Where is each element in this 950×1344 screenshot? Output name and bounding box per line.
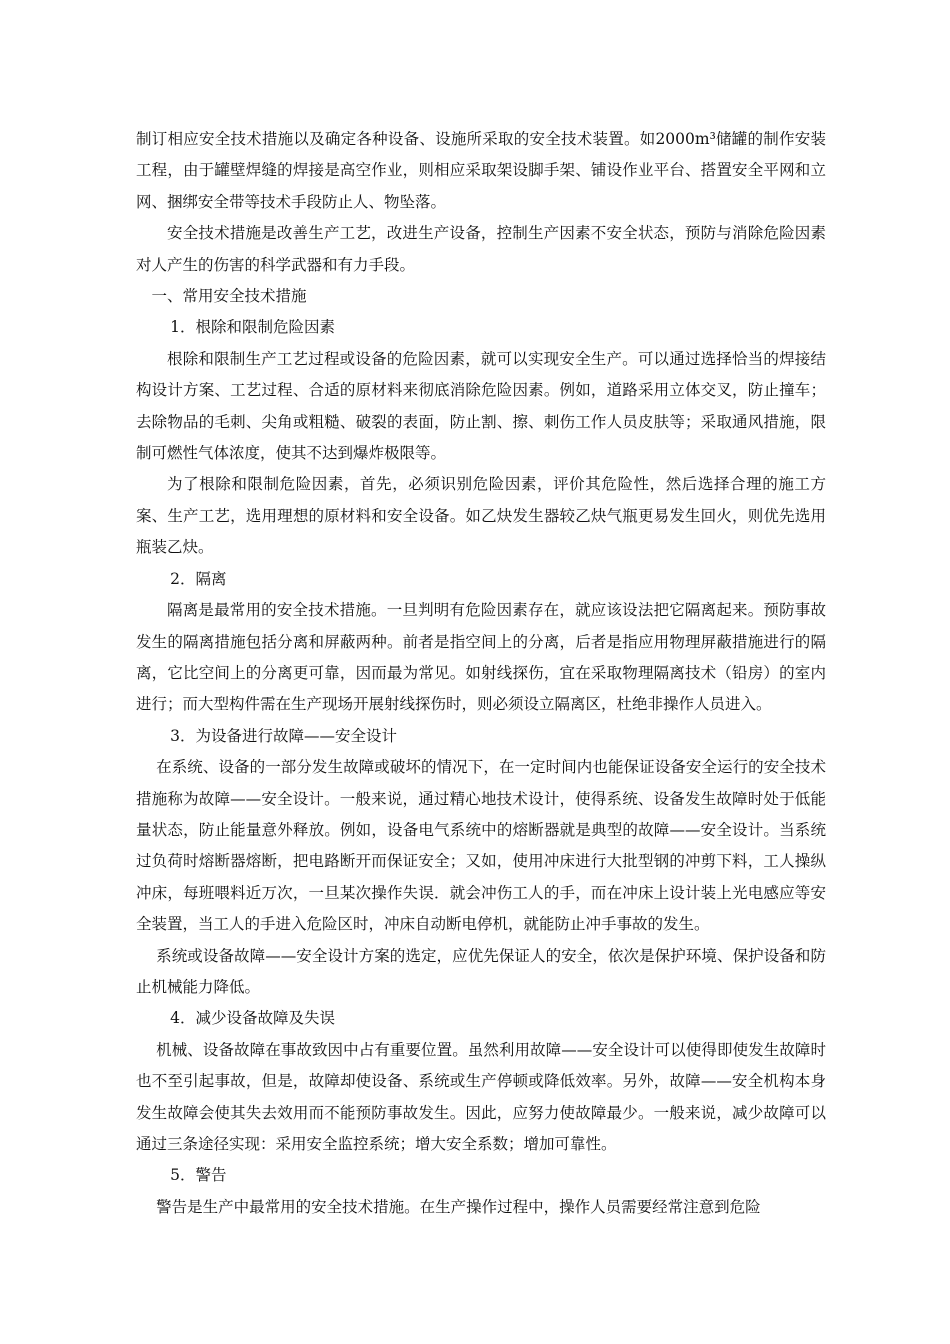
subheading-1: 1．根除和限制危险因素 <box>170 318 335 337</box>
paragraph-failsafe-priority: 系统或设备故障——安全设计方案的选定，应优先保证人的安全，依次是保护环境、保护设备和防止机械能力降低。 <box>136 946 826 996</box>
paragraph-continuation: 制订相应安全技术措施以及确定各种设备、设施所采取的安全技术装置。如2000m³储罐的制作安装工程，由于罐壁焊缝的焊接是高空作业，则相应采取架设脚手架、铺设作业平台、搭置安全平网和立网、捆绑安全带等技术手段防止人、物坠落。 <box>136 130 826 211</box>
subheading-3: 3．为设备进行故障——安全设计 <box>170 726 397 745</box>
paragraph-warning: 警告是生产中最常用的安全技术措施。在生产操作过程中，操作人员需要经常注意到危险 <box>156 1197 761 1216</box>
paragraph-reduce-failure: 机械、设备故障在事故致因中占有重要位置。虽然利用故障——安全设计可以使得即使发生故障时也不至引起事故，但是，故障却使设备、系统或生产停顿或降低效率。另外，故障——安全机构本身发生故障会使其失去效用而不能预防事故发生。因此，应努力使故障最少。一般来说，减少故障可以通过三条途径实现：采用安全监控系统；增大安全系数；增加可靠性。 <box>136 1040 826 1153</box>
section-heading: 一、常用安全技术措施 <box>151 287 307 306</box>
paragraph-failsafe: 在系统、设备的一部分发生故障或破坏的情况下，在一定时间内也能保证设备安全运行的安全技术措施称为故障——安全设计。一般来说，通过精心地技术设计，使得系统、设备发生故障时处于低能量状态，防止能量意外释放。例如，设备电气系统中的熔断器就是典型的故障——安全设计。当系统过负荷时熔断器熔断，把电路断开而保证安全；又如，使用冲床进行大批型钢的冲剪下料，工人操纵冲床，每班喂料近万次，一旦某次操作失误．就会冲伤工人的手，而在冲床上设计装上光电感应等安全装置，当工人的手进入危险区时，冲床自动断电停机，就能防止冲手事故的发生。 <box>136 758 826 934</box>
paragraph-isolation: 隔离是最常用的安全技术措施。一旦判明有危险因素存在，就应该设法把它隔离起来。预防事故发生的隔离措施包括分离和屏蔽两种。前者是指空间上的分离，后者是指应用物理屏蔽措施进行的隔离，它比空间上的分离更可靠，因而最为常见。如射线探伤，宜在采取物理隔离技术（铅房）的室内进行；而大型构件需在生产现场开展射线探伤时，则必须设立隔离区，杜绝非操作人员进入。 <box>136 601 826 714</box>
document-body <box>136 124 826 1223</box>
paragraph-identify: 为了根除和限制危险因素，首先，必须识别危险因素，评价其危险性，然后选择合理的施工方案、生产工艺，选用理想的原材料和安全设备。如乙炔发生器较乙炔气瓶更易发生回火，则优先选用瓶装乙炔。 <box>136 475 826 557</box>
paragraph-intro: 安全技术措施是改善生产工艺，改进生产设备，控制生产因素不安全状态，预防与消除危险因素对人产生的伤害的科学武器和有力手段。 <box>136 224 826 274</box>
subheading-4: 4．减少设备故障及失误 <box>170 1009 335 1028</box>
subheading-5: 5．警告 <box>170 1166 227 1185</box>
paragraph-eliminate: 根除和限制生产工艺过程或设备的危险因素，就可以实现安全生产。可以通过选择恰当的焊接结构设计方案、工艺过程、合适的原材料来彻底消除危险因素。例如，道路采用立体交叉，防止撞车；去除物品的毛刺、尖角或粗糙、破裂的表面，防止割、擦、刺伤工作人员皮肤等；采取通风措施，限制可燃性气体浓度，使其不达到爆炸极限等。 <box>136 349 826 463</box>
subheading-2: 2．隔离 <box>170 569 227 588</box>
